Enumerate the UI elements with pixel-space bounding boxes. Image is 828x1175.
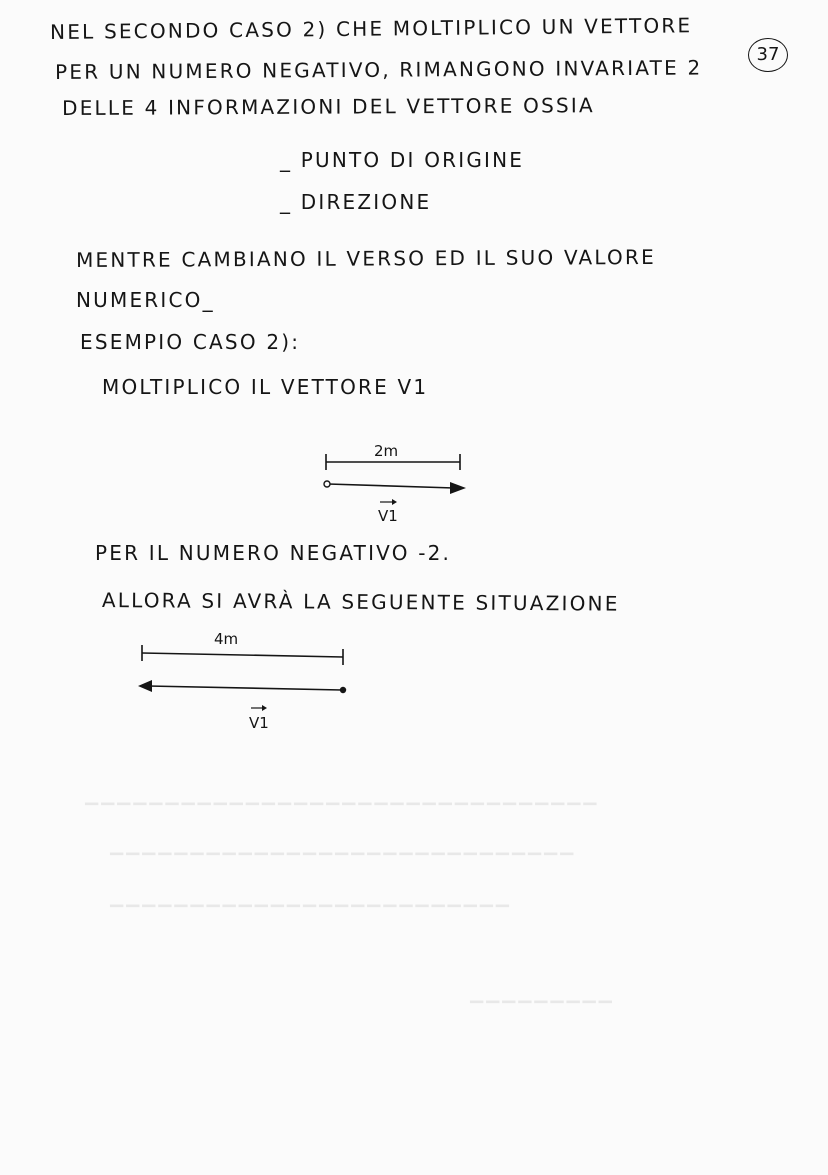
vector-diagram-result [130,622,360,732]
example-heading: ESEMPIO CASO 2): [80,330,301,354]
vector-label-v1: V1 [378,507,398,525]
vector-arrowhead-left [138,680,152,692]
paragraph1-line3: DELLE 4 INFORMAZIONI DEL VETTORE OSSIA [61,93,595,120]
vector-label-arrowhead [262,705,267,711]
vector-origin-point [324,481,330,487]
vector-shaft [328,484,454,488]
vector-arrowhead-right [450,482,466,494]
bleed-through-text: ▁▁▁▁▁▁▁▁▁▁▁▁▁▁▁▁▁▁▁▁▁▁▁▁▁ [110,888,512,908]
invariant-item-direction: _ DIREZIONE [280,190,432,214]
measure-line [142,653,343,657]
bleed-through-text: ▁▁▁▁▁▁▁▁▁ [470,984,615,1004]
bleed-through-text: ▁▁▁▁▁▁▁▁▁▁▁▁▁▁▁▁▁▁▁▁▁▁▁▁▁▁▁▁▁ [110,836,577,856]
vector-origin-point [340,687,346,693]
page-number: 37 [748,38,788,72]
paragraph3-line1: PER IL NUMERO NEGATIVO -2. [95,541,452,565]
paragraph2-line1: MENTRE CAMBIANO IL VERSO ED IL SUO VALORE [75,244,656,272]
length-label-4m: 4m [214,630,239,648]
vector-label-v1: V1 [249,714,269,732]
vector-shaft [148,686,342,690]
paragraph3-line2: ALLORA SI AVRÀ LA SEGUENTE SITUAZIONE [101,588,620,616]
length-label-2m: 2m [374,442,399,460]
vector-label-arrowhead [392,499,397,505]
paragraph1-line1: NEL SECONDO CASO 2) CHE MOLTIPLICO UN VETTORE [49,13,693,44]
paragraph1-line2: PER UN NUMERO NEGATIVO, RIMANGONO INVARIATE 2 [54,55,703,84]
example-line: MOLTIPLICO IL VETTORE V1 [102,375,429,399]
vector-diagram-original [310,438,490,528]
bleed-through-text: ▁▁▁▁▁▁▁▁▁▁▁▁▁▁▁▁▁▁▁▁▁▁▁▁▁▁▁▁▁▁▁▁ [85,786,600,806]
invariant-item-origin: _ PUNTO DI ORIGINE [280,148,525,172]
paragraph2-line2: NUMERICO_ [76,288,215,312]
